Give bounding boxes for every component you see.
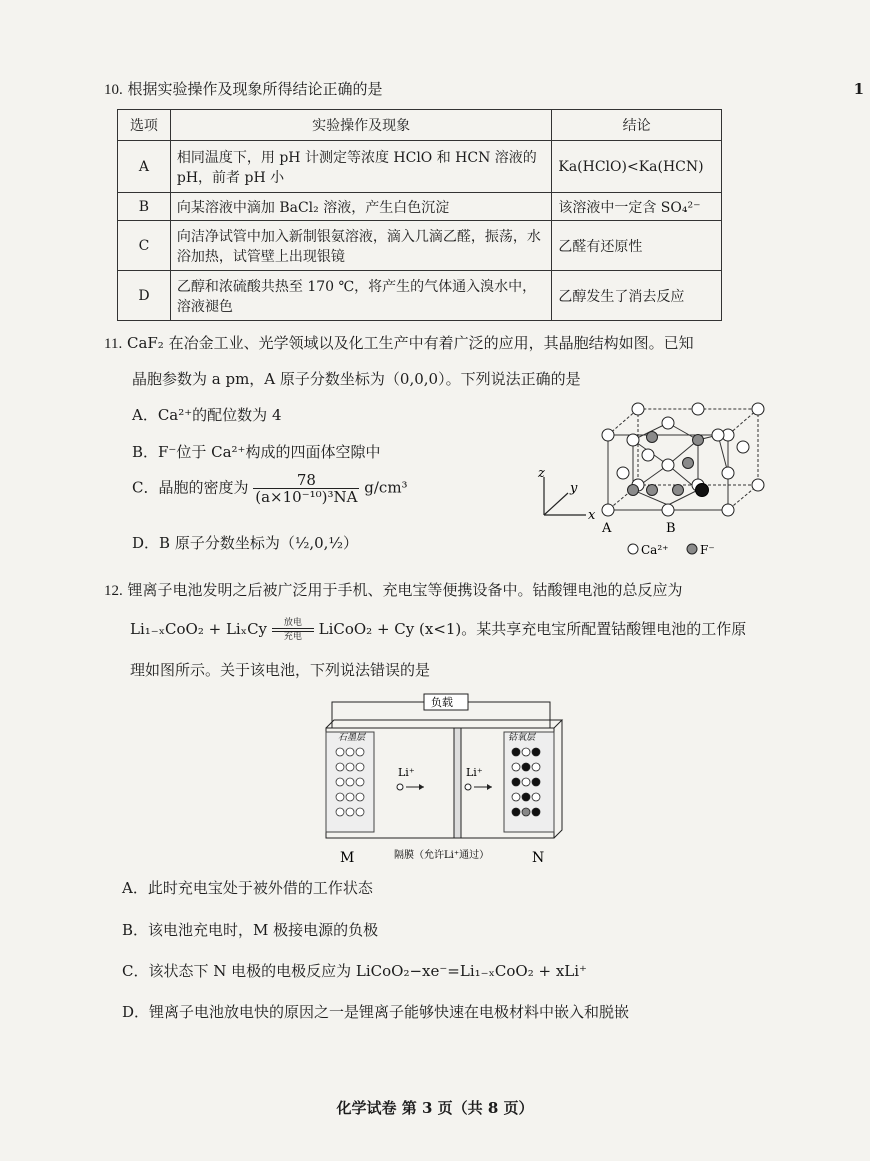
f-atom-b xyxy=(696,484,709,497)
eq-arrow-top: 放电 xyxy=(283,618,302,628)
q12-text-1: 锂离子电池发明之后被广泛用于手机、充电宝等便携设备中。钴酸锂电池的总反应为 xyxy=(127,581,683,599)
q11-option-d-prefix: D．B 原子分数坐标为（ xyxy=(132,534,295,552)
axis-z-label: z xyxy=(538,466,545,481)
row-option: B xyxy=(118,193,171,221)
q11-text-1: CaF₂ 在冶金工业、光学领域以及化工生产中有着广泛的应用，其晶胞结构如图。已知 xyxy=(126,334,694,352)
table-row xyxy=(118,193,722,221)
crystal-cell-figure xyxy=(530,395,770,565)
q11-option-c-prefix: C．晶胞的密度为 xyxy=(132,478,249,497)
arrow-left-head xyxy=(419,784,424,790)
q11-option-d-suffix: ） xyxy=(343,534,359,552)
q11-stem-line1 xyxy=(104,332,834,355)
q12-equation xyxy=(130,618,746,642)
row-operation: 乙醇和浓硫酸共热至 170 ℃，将产生的气体通入溴水中，溶液褪色 xyxy=(170,271,551,321)
q11-option-b: B．F⁻位于 Ca²⁺构成的四面体空隙中 xyxy=(132,443,381,461)
row-operation: 相同温度下，用 pH 计测定等浓度 HClO 和 HCN 溶液的 pH，前者 pH 小 xyxy=(170,141,551,193)
q11-option-a: A．Ca²⁺的配位数为 4 xyxy=(132,406,282,424)
density-fraction xyxy=(253,472,359,505)
q10-text: 根据实验操作及现象所得结论正确的是 xyxy=(127,80,383,98)
label-a: A xyxy=(602,521,612,536)
graphite-label: 石墨层 xyxy=(338,733,366,743)
table-row xyxy=(118,271,722,321)
density-unit: g/cm³ xyxy=(364,478,408,497)
q12-stem-line1 xyxy=(104,579,834,602)
legend-ca-icon xyxy=(628,544,638,554)
separator-label: 隔膜（允许Li⁺通过） xyxy=(394,850,490,861)
eq-right: LiCoO₂ + Cy (x<1)。某共享充电宝所配置钴酸锂电池的工作原 xyxy=(318,620,747,638)
li-ion-right-icon xyxy=(465,784,471,790)
row-conclusion: 乙醇发生了消去反应 xyxy=(552,271,722,321)
eq-arrow-bottom: 充电 xyxy=(283,632,302,642)
q12-option-d: D．锂离子电池放电快的原因之一是锂离子能够快速在电极材料中嵌入和脱嵌 xyxy=(122,1003,630,1021)
q11-stem-line2: 晶胞参数为 a pm，A 原子分数坐标为（0,0,0）。下列说法正确的是 xyxy=(132,370,581,388)
page-footer: 化学试卷 第 3 页（共 8 页） xyxy=(336,1099,534,1117)
q12-stem-line3: 理如图所示。关于该电池，下列说法错误的是 xyxy=(130,661,431,679)
density-denominator: (a×10⁻¹⁰)³NA xyxy=(255,488,358,506)
table-row xyxy=(118,141,722,193)
axis-y-label: y xyxy=(570,481,578,496)
arrow-right-head xyxy=(487,784,492,790)
q12-option-b: B．该电池充电时，M 极接电源的负极 xyxy=(122,921,379,939)
load-label: 负载 xyxy=(431,696,453,709)
q12-number: 12. xyxy=(104,583,123,599)
q12-option-c: C．该状态下 N 电极的电极反应为 LiCoO₂−xe⁻=Li₁₋ₓCoO₂ + xLi⁺ xyxy=(122,962,587,980)
row-option: A xyxy=(118,141,171,193)
row-option: D xyxy=(118,271,171,321)
eq-arrow xyxy=(272,618,314,642)
li-ion-left-icon xyxy=(397,784,403,790)
row-operation: 向洁净试管中加入新制银氨溶液，滴入几滴乙醛，振荡，水浴加热，试管壁上出现银镜 xyxy=(170,221,551,271)
q10-table xyxy=(117,109,722,321)
separator xyxy=(454,728,461,838)
q12-option-a: A．此时充电宝处于被外借的工作状态 xyxy=(122,879,373,897)
battery-figure xyxy=(318,692,568,872)
table-row xyxy=(118,221,722,271)
row-conclusion: 该溶液中一定含 SO₄²⁻ xyxy=(552,193,722,221)
legend-f-icon xyxy=(687,544,697,554)
page-mark: 1 xyxy=(853,80,864,98)
header-option: 选项 xyxy=(118,110,171,141)
y-axis xyxy=(544,493,568,515)
eq-left: Li₁₋ₓCoO₂ + LiₓCy xyxy=(130,620,268,638)
q11-option-d-values: ½,0,½ xyxy=(294,534,343,552)
table-header-row xyxy=(118,110,722,141)
legend-ca-label: Ca²⁺ xyxy=(641,543,669,557)
label-m: M xyxy=(340,850,355,866)
q10-stem xyxy=(104,78,383,101)
q11-option-c xyxy=(132,472,408,505)
li-ion-left-label: Li⁺ xyxy=(398,766,415,779)
row-conclusion: Ka(HClO)<Ka(HCN) xyxy=(552,141,722,193)
q10-number: 10. xyxy=(104,82,123,98)
legend-f-label: F⁻ xyxy=(700,543,715,557)
ca-atoms xyxy=(602,403,764,516)
axis-x-label: x xyxy=(588,508,596,523)
label-b: B xyxy=(666,521,676,536)
label-n: N xyxy=(532,850,545,866)
row-conclusion: 乙醛有还原性 xyxy=(552,221,722,271)
q11-number: 11. xyxy=(104,336,123,352)
q11-option-d xyxy=(132,532,358,553)
row-operation: 向某溶液中滴加 BaCl₂ 溶液，产生白色沉淀 xyxy=(170,193,551,221)
header-operation: 实验操作及现象 xyxy=(170,110,551,141)
cobalt-label: 钴氧层 xyxy=(508,733,536,743)
li-ion-right-label: Li⁺ xyxy=(466,766,483,779)
row-option: C xyxy=(118,221,171,271)
header-conclusion: 结论 xyxy=(552,110,722,141)
density-numerator: 78 xyxy=(253,472,359,489)
